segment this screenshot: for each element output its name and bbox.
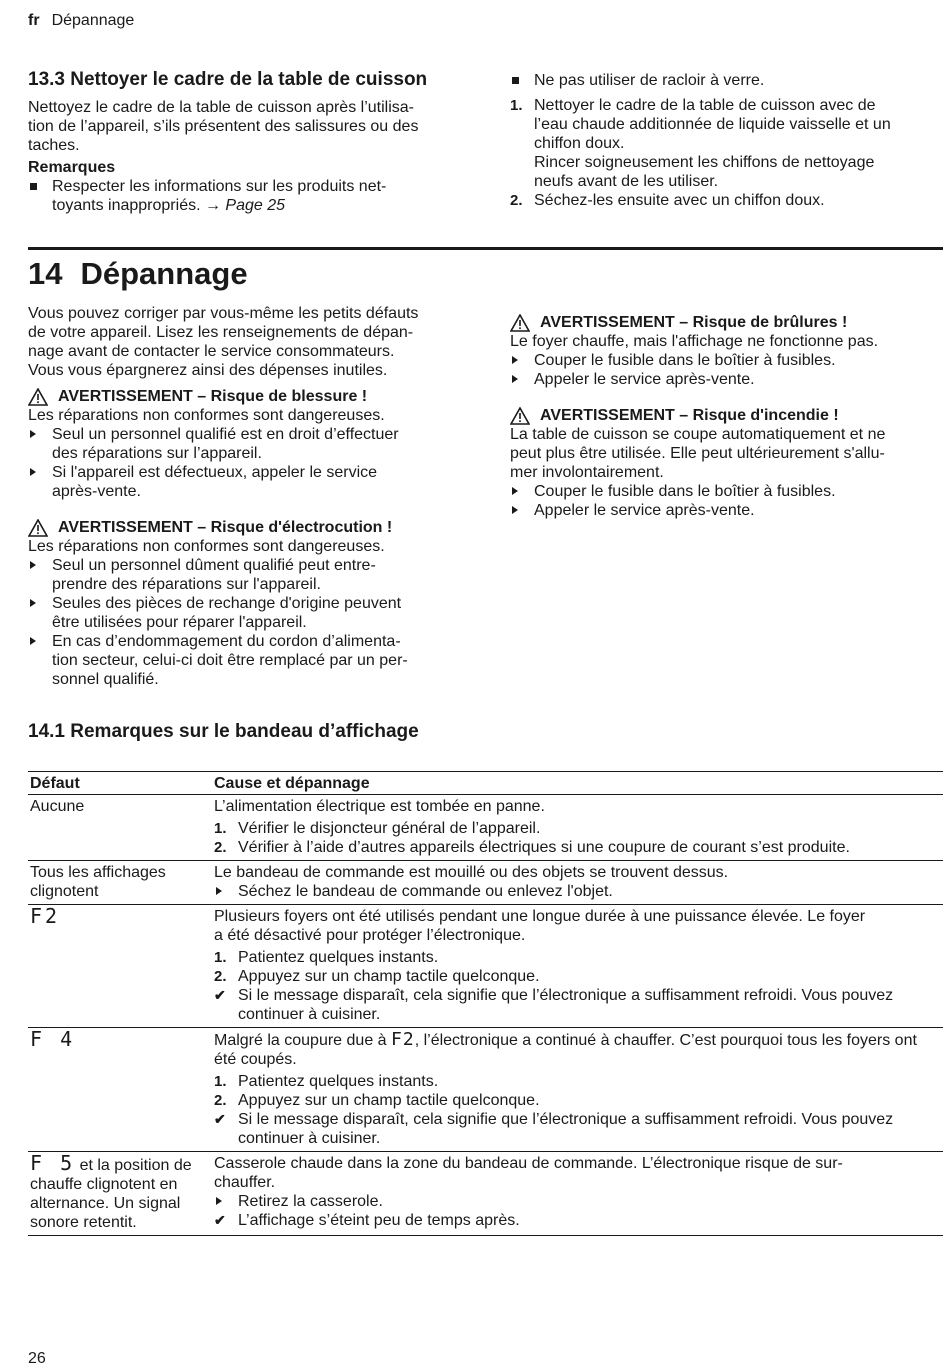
page-header (28, 12, 134, 30)
error-code-f2: F2 (30, 904, 61, 928)
check-icon: ✔ (214, 987, 226, 1003)
warning-electrocution-title: AVERTISSEMENT – Risque d'électrocution ! (28, 518, 468, 537)
fault-cell: Aucune (28, 795, 212, 861)
warning-fire-item: Couper le fusible dans le boîtier à fusibles. (510, 482, 940, 501)
warning-fire-item: Appeler le service après-vente. (510, 501, 940, 520)
warning-triangle-icon (28, 388, 48, 406)
chapter-title: Dépannage (80, 256, 248, 291)
cause-cell: Malgré la coupure due à F2, l’électronique a continué à chauffer. C’est pourquoi tous les foyers ont été coupés. 1. Patientez quelques instants. 2. Appuyez sur un champ tactile quelconque. ✔ Si le message disparaît, cela signifie que l’électronique a suffisamment refroidi. Vous pouvez continuer à cuisiner. (212, 1028, 943, 1152)
page-reference-link[interactable]: → Page 25 (204, 197, 286, 214)
triangle-bullet-icon (512, 375, 518, 383)
chapter-14-left (28, 304, 468, 689)
fault-cell (28, 905, 212, 1028)
chapter-14-heading (28, 256, 266, 292)
column-header-cause: Cause et dépannage (212, 772, 943, 795)
chapter-14-right (510, 313, 940, 520)
error-code-f5: F 5 (30, 1151, 76, 1175)
list-item: 2. Vérifier à l’aide d’autres appareils électriques si une coupure de courant s’est produite. (214, 839, 850, 856)
list-item: 2. Appuyez sur un champ tactile quelconque. (214, 968, 540, 985)
list-item: ✔ Si le message disparaît, cela signifie que l’électronique a suffisamment refroidi. Vous pouvez continuer à cuisiner. (214, 987, 894, 1023)
cause-cell: Casserole chaude dans la zone du bandeau de commande. L’électronique risque de sur- chauffer. Retirez la casserole. ✔ L’affichage s’éteint peu de temps après. (212, 1152, 943, 1236)
warning-electrocution-text: Les réparations non conformes sont dangereuses. (28, 538, 385, 555)
triangle-bullet-icon (30, 468, 36, 476)
chapter-14-intro: Vous pouvez corriger par vous-même les petits défauts de votre appareil. Lisez les renseignements de dépan- nage avant de contacter le service consommateurs. Vous vous épargnerez ainsi des dépenses inutiles. (28, 305, 419, 379)
display-faults-table (28, 771, 943, 1236)
triangle-bullet-icon (30, 430, 36, 438)
warning-injury-text: Les réparations non conformes sont dangereuses. (28, 407, 385, 424)
list-item: 1. Patientez quelques instants. (214, 949, 439, 966)
section-13-3-left (28, 70, 468, 215)
list-item: ✔ L’affichage s’éteint peu de temps après. (214, 1212, 520, 1229)
warning-burn-title: AVERTISSEMENT – Risque de brûlures ! (510, 313, 940, 332)
warning-burn-item: Appeler le service après-vente. (510, 370, 940, 389)
table-row (28, 861, 943, 905)
check-icon: ✔ (214, 1111, 226, 1127)
cause-cell: Le bandeau de commande est mouillé ou des objets se trouvent dessus. Séchez le bandeau de commande ou enlevez l'objet. (212, 861, 943, 905)
triangle-bullet-icon (216, 887, 222, 895)
fault-cell (28, 1028, 212, 1152)
fault-cell: F 5 et la position de chauffe clignotent en alternance. Un signal sonore retentit. (28, 1152, 212, 1236)
table-row (28, 905, 943, 1028)
list-item: 2. Appuyez sur un champ tactile quelconque. (214, 1092, 540, 1109)
error-code-f2-inline: F2 (391, 1029, 415, 1050)
list-item: 1. Vérifier le disjoncteur général de l’appareil. (214, 820, 541, 837)
triangle-bullet-icon (216, 1197, 222, 1205)
cause-cell: Plusieurs foyers ont été utilisés pendant une longue durée à une puissance élevée. Le foyer a été désactivé pour protéger l’électronique. 1. Patientez quelques instants. 2. Appuyez sur un champ tactile quelconque. ✔ Si le message disparaît, cela signifie que l’électronique a suffisamment refroidi. Vous pouvez continuer à cuisiner. (212, 905, 943, 1028)
table-header-row (28, 772, 943, 795)
warning-injury-title: AVERTISSEMENT – Risque de blessure ! (28, 387, 468, 406)
warning-burn-text: Le foyer chauffe, mais l'affichage ne fonctionne pas. (510, 333, 879, 350)
check-icon: ✔ (214, 1212, 226, 1228)
table-row (28, 1152, 943, 1236)
list-item: 1. Patientez quelques instants. (214, 1073, 439, 1090)
table-row (28, 1028, 943, 1152)
remark-item: Respecter les informations sur les produits net- toyants inappropriés. → Page 25 (28, 177, 468, 215)
section-13-3-heading: 13.3 Nettoyer le cadre de la table de cuisson (28, 69, 428, 90)
page-number: 26 (28, 1350, 46, 1367)
chapter-divider (28, 247, 943, 250)
header-title: Dépannage (51, 12, 135, 29)
column-header-defaut: Défaut (28, 772, 212, 795)
warning-burn-item: Couper le fusible dans le boîtier à fusibles. (510, 351, 940, 370)
list-item: Retirez la casserole. (214, 1192, 941, 1211)
remarks-title: Remarques (28, 159, 116, 176)
section-13-3-right (510, 71, 930, 210)
section-13-3-intro: Nettoyez le cadre de la table de cuisson après l’utilisa- tion de l’appareil, s’ils présentent des salissures ou des taches. (28, 99, 419, 154)
warning-fire-title: AVERTISSEMENT – Risque d'incendie ! (510, 406, 940, 425)
triangle-bullet-icon (512, 356, 518, 364)
error-code-f4: F 4 (30, 1027, 76, 1051)
warning-triangle-icon (510, 314, 530, 332)
warning-fire-text: La table de cuisson se coupe automatiquement et ne peut plus être utilisée. Elle peut ultérieurement s'allu- mer involontairement. (510, 426, 886, 481)
triangle-bullet-icon (30, 637, 36, 645)
warning-electrocution-item: Seules des pièces de rechange d'origine peuvent être utilisées pour réparer l'appareil. (28, 594, 468, 632)
warning-electrocution-item: En cas d’endommagement du cordon d’alimenta- tion secteur, celui-ci doit être remplacé par un per- sonnel qualifié. (28, 632, 468, 689)
cleaning-step-2: 2. Séchez-les ensuite avec un chiffon doux. (510, 192, 825, 209)
warning-injury-item: Seul un personnel qualifié est en droit d’effectuer des réparations sur l’appareil. (28, 425, 468, 463)
right-bullet-item: Ne pas utiliser de racloir à verre. (510, 71, 930, 90)
cause-cell: L’alimentation électrique est tombée en panne. 1. Vérifier le disjoncteur général de l’appareil. 2. Vérifier à l’aide d’autres appareils électriques si une coupure de courant s’est produite. (212, 795, 943, 861)
square-bullet-icon (512, 77, 519, 84)
warning-injury-item: Si l'appareil est défectueux, appeler le service après-vente. (28, 463, 468, 501)
fault-cell: Tous les affichages clignotent (28, 861, 212, 905)
triangle-bullet-icon (512, 506, 518, 514)
warning-triangle-icon (510, 407, 530, 425)
list-item: Séchez le bandeau de commande ou enlevez l'objet. (214, 882, 941, 901)
square-bullet-icon (30, 183, 37, 190)
warning-triangle-icon (28, 519, 48, 537)
warning-electrocution-item: Seul un personnel dûment qualifié peut entre- prendre des réparations sur l'appareil. (28, 556, 468, 594)
section-14-1-heading: 14.1 Remarques sur le bandeau d’affichage (28, 721, 419, 742)
language-code: fr (28, 12, 40, 29)
chapter-number: 14 (28, 256, 63, 291)
triangle-bullet-icon (30, 561, 36, 569)
triangle-bullet-icon (30, 599, 36, 607)
table-row (28, 795, 943, 861)
cleaning-step-1: 1. Nettoyer le cadre de la table de cuisson avec de l’eau chaude additionnée de liquide vaisselle et un chiffon doux. Rincer soigneusement les chiffons de nettoyage neufs avant de les utiliser. (510, 97, 891, 190)
triangle-bullet-icon (512, 487, 518, 495)
list-item: ✔ Si le message disparaît, cela signifie que l’électronique a suffisamment refroidi. Vous pouvez continuer à cuisiner. (214, 1111, 894, 1147)
